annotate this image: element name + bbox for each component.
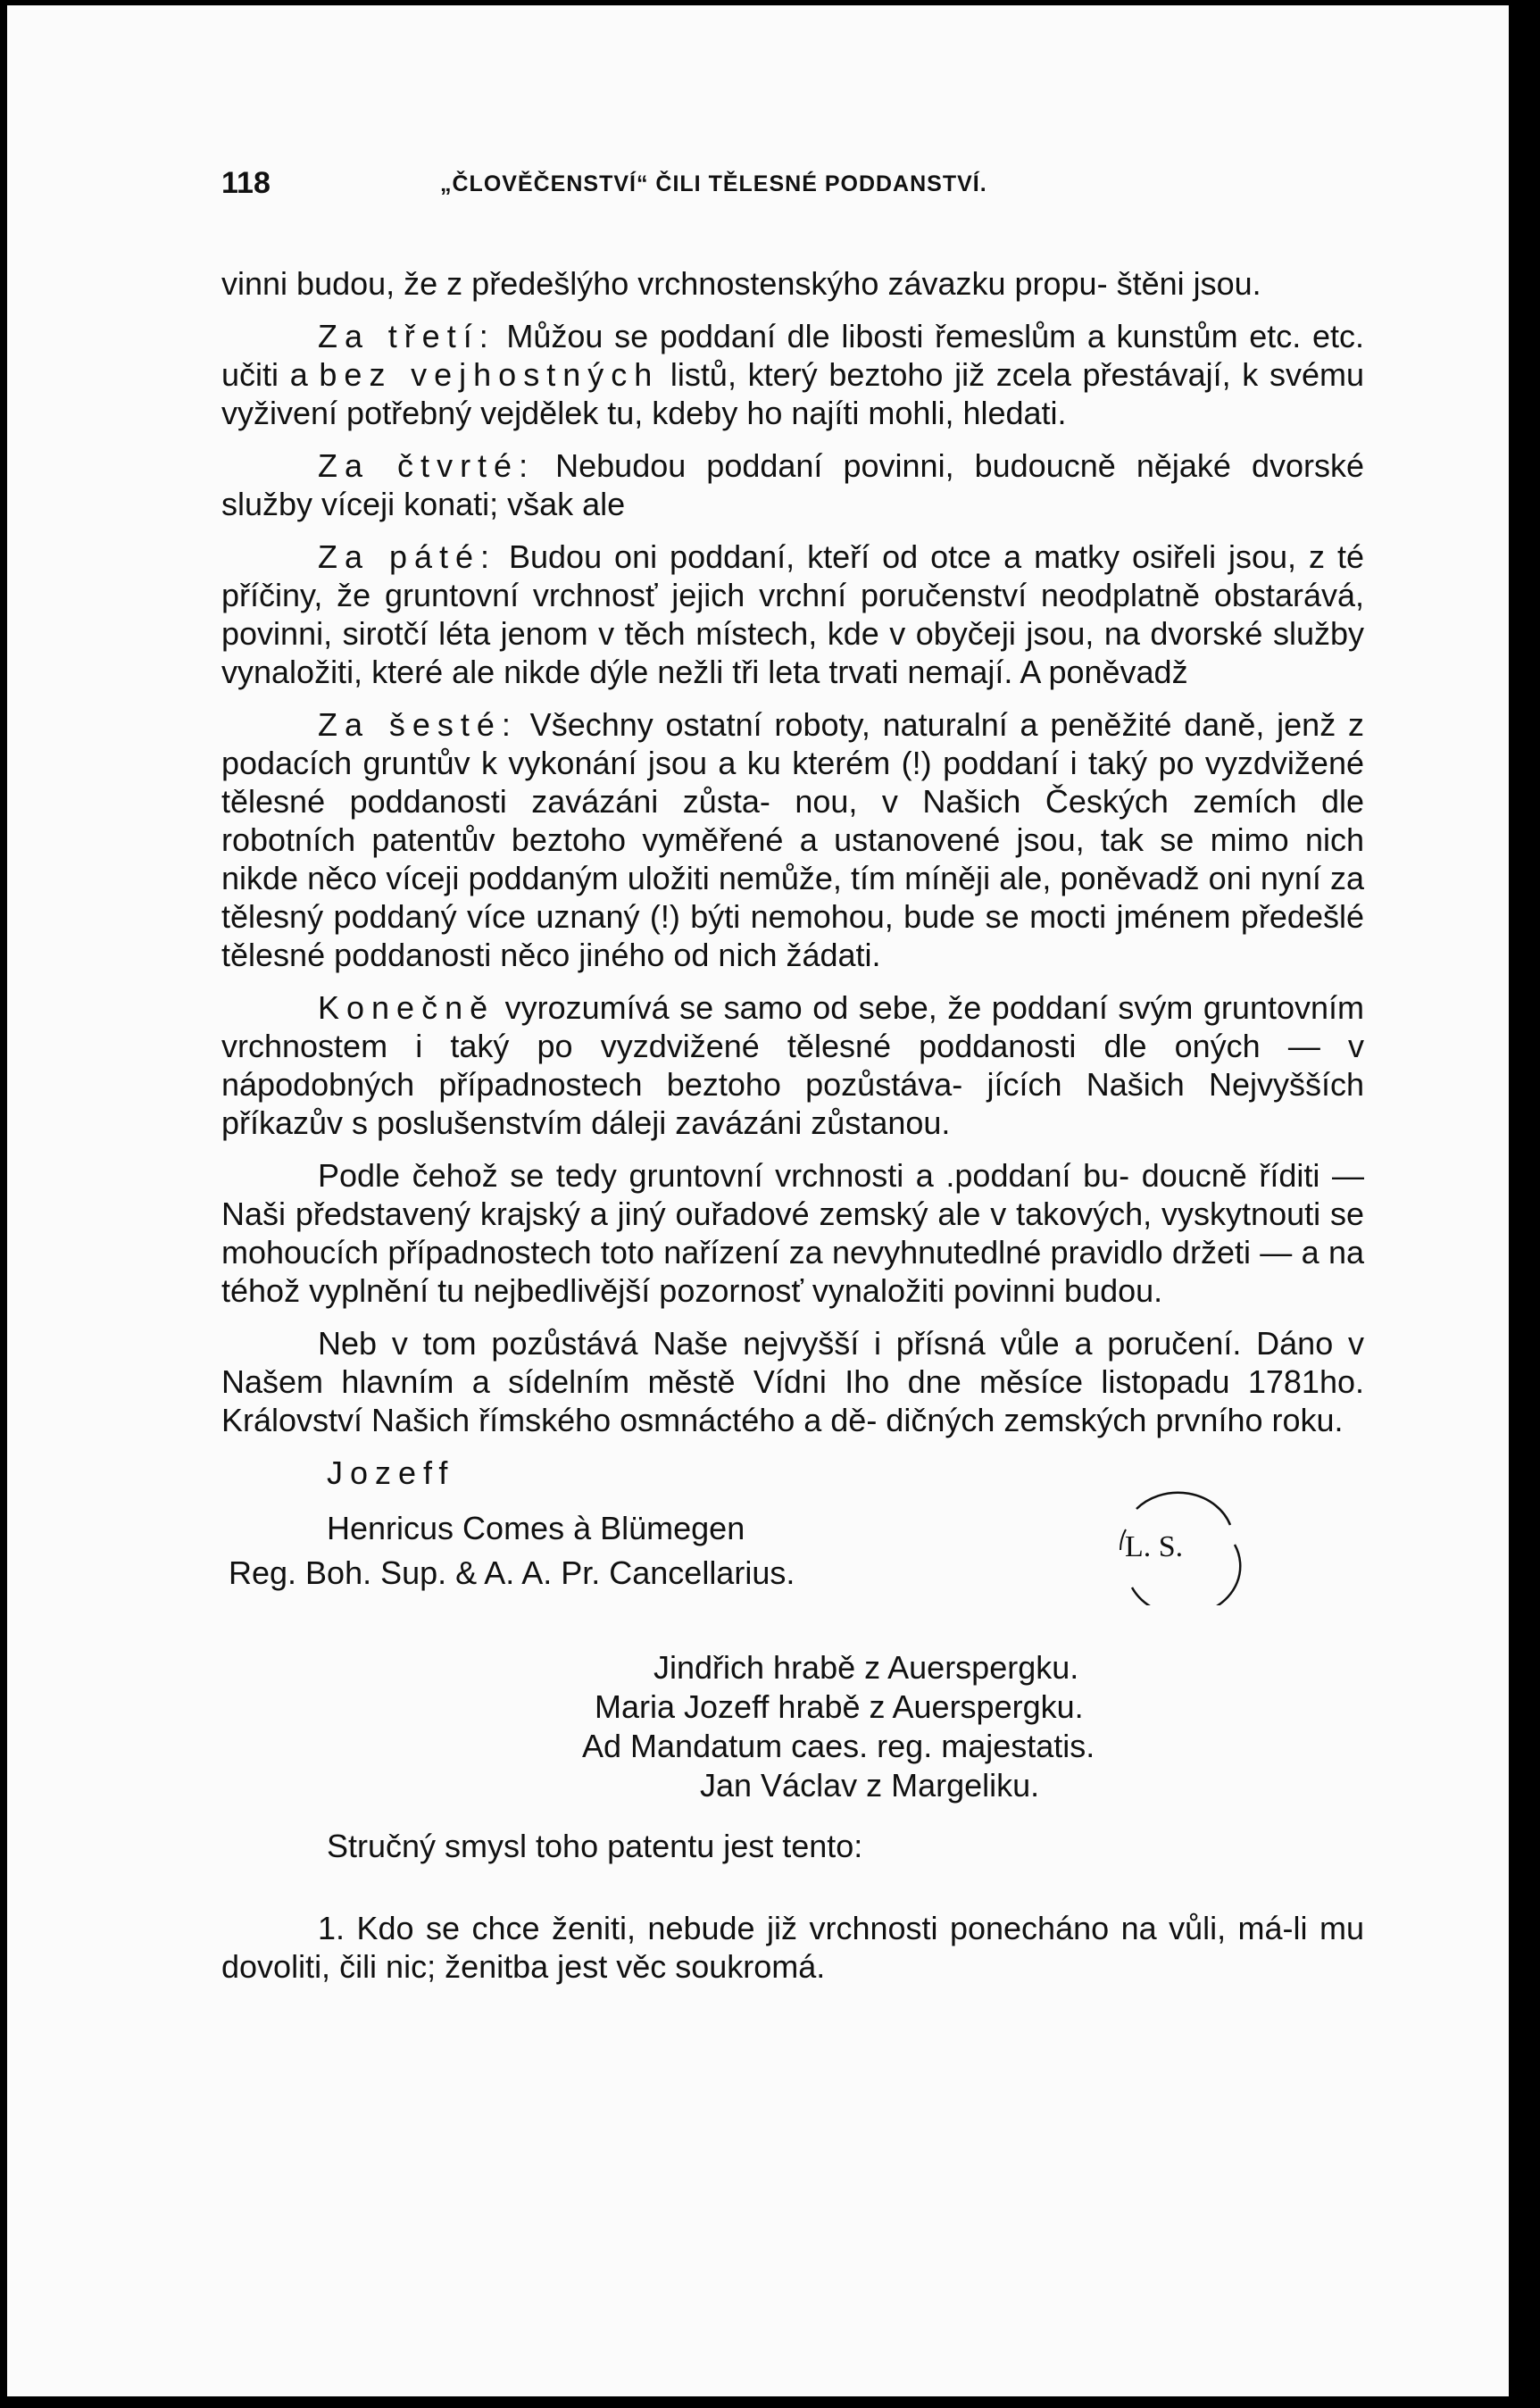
section-lead: Za páté:: [318, 538, 497, 575]
paragraph: [221, 446, 1364, 523]
signature-line: Jindřich hrabě z Auerspergku.: [653, 1649, 1079, 1686]
section-lead: Za třetí:: [318, 318, 495, 354]
section-lead: Za šesté:: [318, 706, 518, 743]
signature-line: Henricus Comes à Blümegen: [327, 1510, 745, 1546]
summary-item: 1. Kdo se chce ženiti, nebude již vrchnosti ponecháno na vůli, má-li mu dovoliti, čili nic; ženitba jest věc soukromá.: [221, 1910, 1364, 1985]
paragraph-text: Všechny ostatní roboty, naturalní a peněžité daně, jenž z podacích gruntův k vykonání jsou a ku kterém (!) poddaní i taký po vyzdvižené tělesné poddanosti zavázáni zůsta- nou, v Našich Českých zemích dle robotních patentův beztoho vyměřené a ustanovené jsou, tak se mimo nich nikde něco víceji poddaným uložiti nemůže, tím míněji ale, poněvadž oni nyní za tělesný poddaný více uznaný (!) býti nemohou, bude se mocti jménem předešlé tělesné poddanosti něco jiného od nich žádati.: [221, 706, 1365, 973]
section-lead: Konečně: [318, 989, 495, 1026]
signature-line: Ad Mandatum caes. reg. majestatis.: [582, 1728, 1095, 1764]
body-text: [221, 264, 1364, 2000]
page-number: 118: [221, 166, 271, 200]
summary-intro: Stručný smysl toho patentu jest tento:: [327, 1828, 863, 1864]
paragraph-text: listů, který beztoho již zcela přestávají, k svému vyživení potřebný vejdělek tu, kdeby ho najíti mohli, hledati.: [221, 356, 1364, 431]
signature-emperor: Jozeff: [327, 1454, 455, 1491]
signature-line: Jan Václav z Margeliku.: [700, 1767, 1040, 1804]
page-header: [221, 166, 1364, 211]
seal-label: L. S.: [1125, 1530, 1184, 1563]
paragraph-text: Budou oni poddaní, kteří od otce a matky osiřeli jsou, z té příčiny, že gruntovní vrchnosť jejich vrchní poručenství neodplatně obstarává, povinni, sirotčí léta jenom v těch místech, kde v obyčeji jsou, na dvorské služby vynaložiti, které ale nikde dýle nežli tři leta trvati nemají. A poněvadž: [221, 538, 1364, 690]
paragraph: Neb v tom pozůstává Naše nejvyšší i přísná vůle a poručení. Dáno v Našem hlavním a sídelním městě Vídni Iho dne měsíce listopadu 1781ho. Království Našich římského osmnáctého a dě- dičných zemských prvního roku.: [221, 1325, 1364, 1438]
paragraph: vinni budou, že z předešlýho vrchnostenskýho závazku propu- štěni jsou.: [221, 265, 1261, 302]
paragraph: [221, 317, 1364, 432]
running-head: „ČLOVĚČENSTVÍ“ ČILI TĚLESNÉ PODDANSTVÍ.: [440, 171, 987, 196]
paragraph-text: Nebudou poddaní povinni, budoucně nějaké dvorské služby víceji konati; však ale: [221, 447, 1364, 522]
section-lead: Za čtvrté:: [318, 447, 536, 484]
paragraph: Podle čehož se tedy gruntovní vrchnosti a .poddaní bu- doucně říditi — Naši představený krajský a jiný ouřadové zemský ale v takových, vyskytnouti se mohoucích případnostech toto nařízení za nevyhnutedlné pravidlo držeti — a na téhož vyplnění tu nejbedlivější pozornosť vynaložiti povinni budou.: [221, 1157, 1364, 1309]
paragraph: [221, 537, 1364, 691]
signature-line: Maria Jozeff hrabě z Auerspergku.: [595, 1688, 1084, 1725]
signature-line: Reg. Boh. Sup. & A. A. Pr. Cancellarius.: [229, 1554, 795, 1591]
book-page: [7, 5, 1509, 2396]
paragraph-text: vyrozumívá se samo od sebe, že poddaní svým gruntovním vrchnostem i taký po vyzdvižené tělesné poddanosti dle oných — v nápodobných případnostech beztoho pozůstáva- jících Našich Nejvyšších příkazův s poslušenstvím dáleji zavázáni zůstanou.: [221, 989, 1364, 1141]
paragraph: [221, 705, 1364, 974]
paragraph-text: Můžou se poddaní dle libosti řemeslům a kunstům etc. etc. učiti a: [221, 318, 1364, 393]
spaced-phrase: bez vejhostných: [319, 356, 660, 393]
paragraph: [221, 988, 1364, 1142]
signature-block: [221, 1454, 1364, 1909]
